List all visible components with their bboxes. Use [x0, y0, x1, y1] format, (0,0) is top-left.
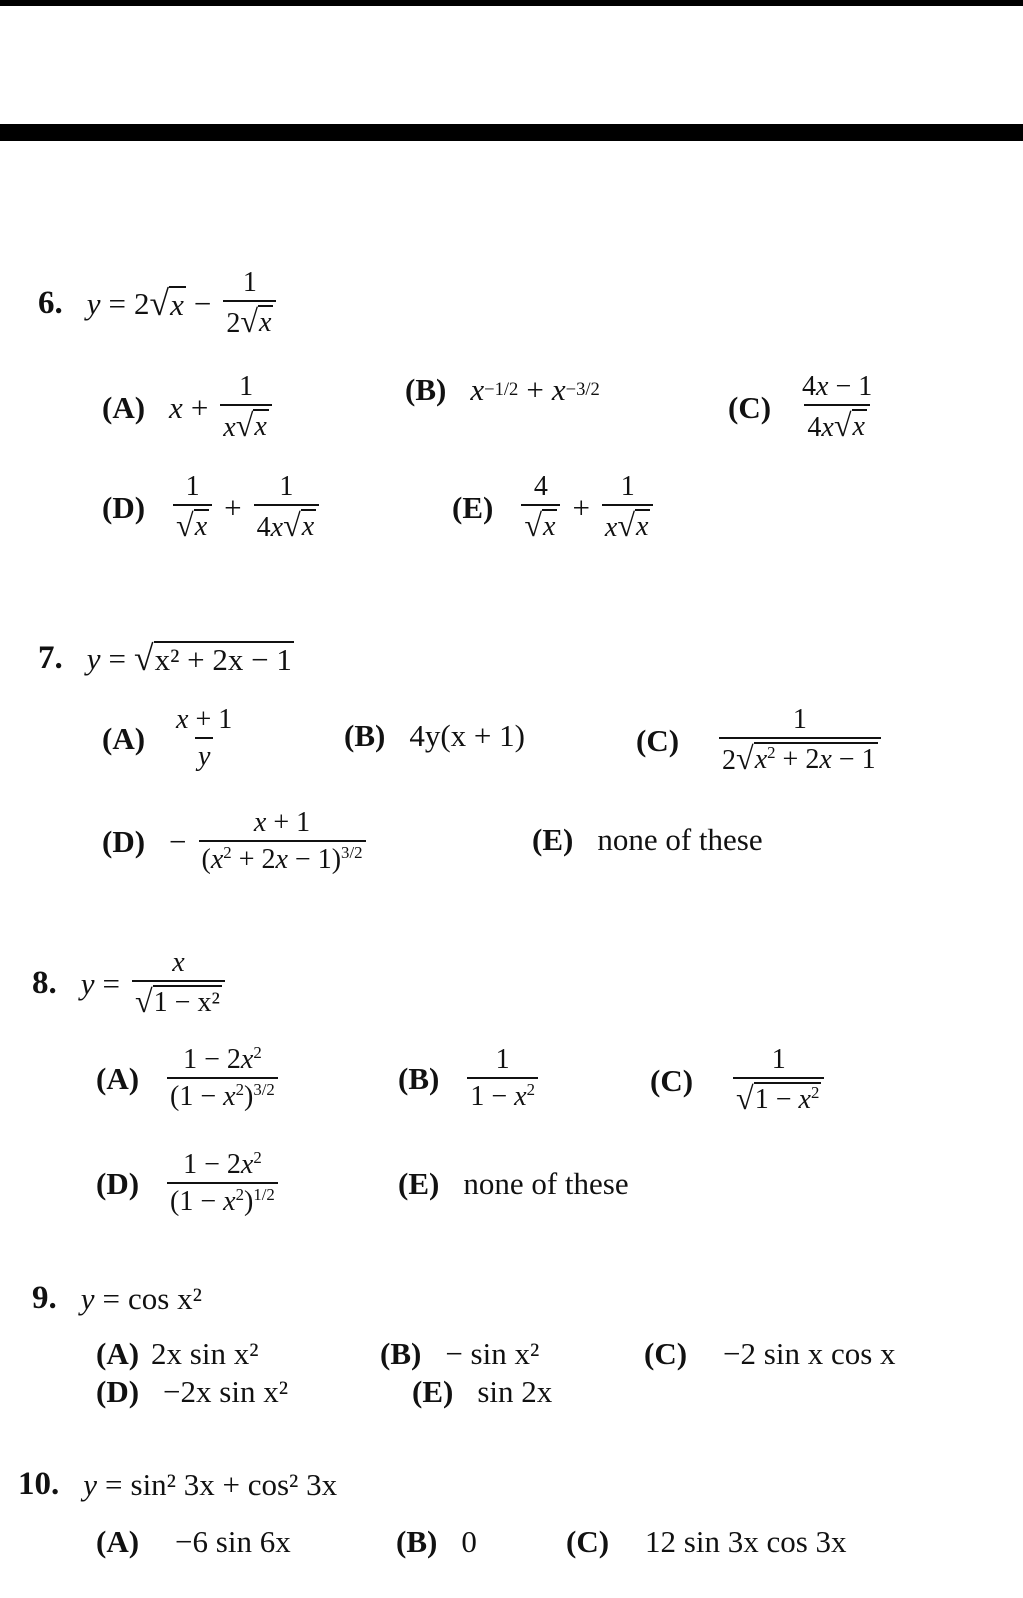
choice-9c: (C) −2 sin x cos x [644, 1336, 896, 1371]
choice-8c: (C) 1 √ $1 - x^2$ [650, 1045, 828, 1116]
choice-7b: (B) 4y(x + 1) [344, 718, 525, 753]
choice-7d: (D) − $\frac{x + 1}{(x^2 + 2x - 1)^{3/2}}$ [102, 808, 370, 875]
choice-7a: (A) $\frac{x + 1}{y}$ [102, 704, 233, 772]
sqrt-expression: √ x² + 2x − 1 [134, 637, 292, 678]
choice-7c: (C) 1 2 √ $x^2 + 2x - 1$ [636, 705, 885, 776]
choice-10c: (C) 12 sin 3x cos 3x [566, 1524, 847, 1559]
choice-label: (A) [102, 389, 146, 425]
choice-6a: (A) x + 1 x √ x [102, 372, 276, 443]
problem-9: 9. y = cos x² [32, 1280, 202, 1316]
choice-10b: (B) 0 [396, 1524, 477, 1559]
minus: − [193, 285, 212, 321]
choice-9b: (B) − sin x² [380, 1336, 540, 1371]
problem-10: 10. y = sin² 3x + cos² 3x [18, 1466, 338, 1502]
sqrt-x: √ x [149, 282, 184, 323]
coef: 2 [134, 285, 150, 321]
section-divider [0, 124, 1023, 141]
equals: = [108, 285, 126, 321]
fraction: x √ 1 − x² [132, 948, 225, 1019]
problem-7: 7. y = √ x² + 2x − 1 [38, 637, 292, 678]
choice-8e: (E) none of these [398, 1166, 629, 1201]
fraction: 1 2 √ x [223, 268, 276, 339]
choice-9e: (E) sin 2x [412, 1374, 553, 1409]
problem-number: 9. [32, 1280, 57, 1316]
choice-7e: (E) none of these [532, 822, 763, 857]
choice-6c: (C) 4x − 1 4x √ x [728, 371, 873, 444]
problem-8: 8. y = x √ 1 − x² [32, 948, 229, 1019]
choice-8d: (D) $\frac{1 - 2x^2}{(1 - x^2)^{1/2}}$ [96, 1150, 282, 1217]
choice-8b: (B) $\frac{1}{1 - x^2}$ [398, 1045, 542, 1112]
problem-number: 10. [18, 1466, 60, 1502]
problem-number: 8. [32, 965, 57, 1002]
choice-9a: (A) 2x sin x² [96, 1336, 259, 1371]
choice-10a: (A) −6 sin 6x [96, 1524, 291, 1559]
problem-6 [38, 268, 280, 339]
choice-8a: (A) $\frac{1 - 2x^2}{(1 - x^2)^{3/2}}$ [96, 1045, 282, 1112]
choice-6d: (D) 1 √ x + 1 4x √ x [102, 472, 323, 543]
choice-6e: (E) 4 √ x + 1 x √ x [452, 472, 657, 543]
problem-number: 6. [38, 285, 63, 322]
problem-number: 7. [38, 640, 63, 676]
choice-9d: (D) −2x sin x² [96, 1374, 289, 1409]
top-border [0, 0, 1023, 6]
lhs-var: y [86, 285, 101, 321]
choice-6b: (B) x −1/2 + x −3/2 [405, 372, 600, 407]
